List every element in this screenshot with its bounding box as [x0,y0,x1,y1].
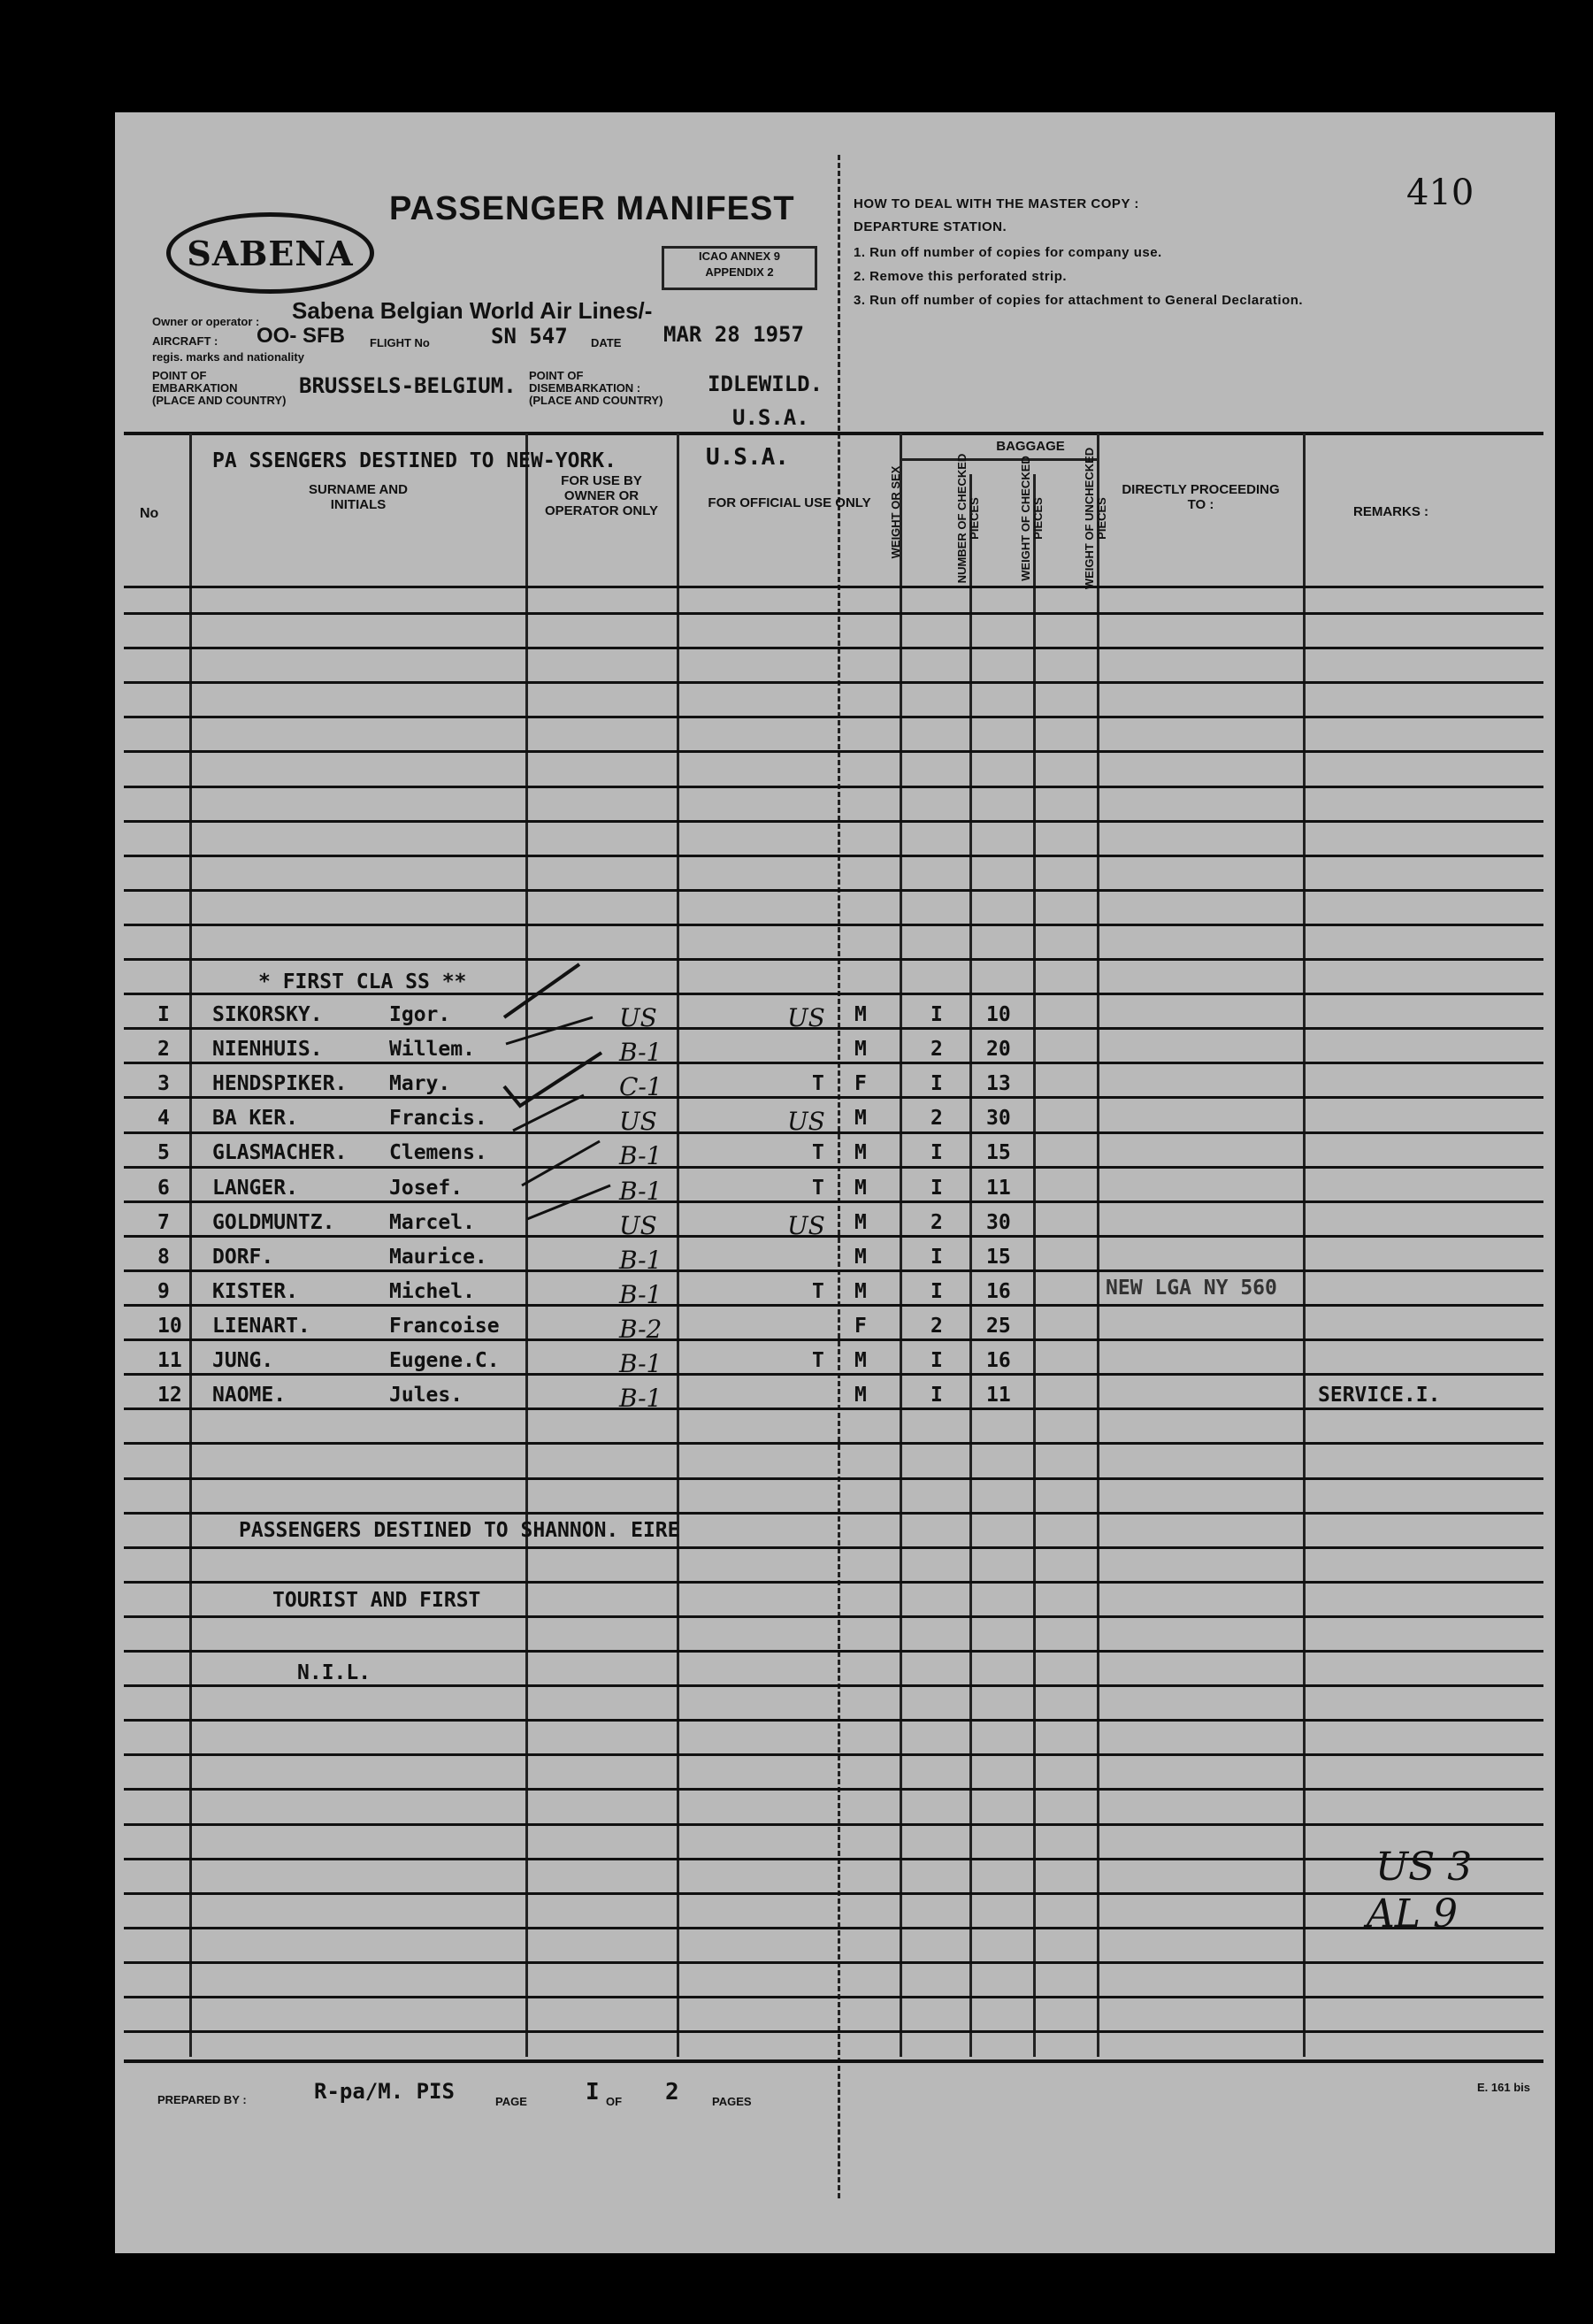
tally-us: US 3 [1375,1845,1473,1890]
passenger-sex: M [854,1211,867,1234]
passenger-pieces: I [931,1384,943,1407]
passenger-pieces: I [931,1072,943,1095]
passenger-surname: SIKORSKY. [212,1003,323,1026]
passenger-sex: M [854,1141,867,1164]
passenger-first-name: Francis. [389,1107,487,1130]
page-value: I [586,2079,600,2105]
instruction-line: DEPARTURE STATION. [854,219,1007,234]
column-divider [900,433,902,2057]
checkmark-icon [522,1141,600,1185]
ruled-line [124,1719,1543,1722]
baggage-divider [902,458,1097,461]
passenger-weight: 15 [986,1141,1011,1164]
passenger-no: 5 [157,1141,170,1164]
passenger-weight: 10 [986,1003,1011,1026]
passenger-surname: GOLDMUNTZ. [212,1211,335,1234]
passenger-first-name: Michel. [389,1280,475,1303]
passenger-surname: BA KER. [212,1107,298,1130]
document-title: PASSENGER MANIFEST [389,190,795,227]
regis-label: regis. marks and nationality [152,350,304,364]
passenger-sex: M [854,1177,867,1200]
passenger-surname: LANGER. [212,1177,298,1200]
ruled-line [124,1373,1543,1376]
passenger-owner-code: B-1 [619,1246,662,1275]
ruled-line [124,1200,1543,1203]
passenger-t-mark: T [812,1141,824,1164]
ruled-line [124,1477,1543,1480]
passenger-no: 12 [157,1384,182,1407]
table-top-border [124,432,1543,435]
ruled-line [124,612,1543,615]
passenger-first-name: Francoise [389,1315,500,1338]
ruled-line [124,1096,1543,1099]
check-marks [495,947,628,1398]
col-remarks: REMARKS : [1353,504,1428,519]
operator-label: Owner or operator : [152,315,260,328]
tally-al: AL 9 [1367,1891,1458,1937]
ruled-line [124,855,1543,857]
sabena-logo: SABENA [166,212,374,294]
embarkation-value: BRUSSELS-BELGIUM. [299,373,517,398]
passenger-no: 11 [157,1349,182,1372]
passenger-no: 3 [157,1072,170,1095]
passenger-owner-code: US [619,1107,657,1136]
ruled-line [124,1027,1543,1030]
icao-stamp: ICAO ANNEX 9 APPENDIX 2 [662,246,817,290]
passenger-first-name: Clemens. [389,1141,487,1164]
passenger-no: 8 [157,1246,170,1269]
of-label: OF [606,2095,623,2108]
aircraft-label: AIRCRAFT : [152,334,218,348]
column-divider [189,433,192,2057]
passenger-owner-code: B-1 [619,1038,662,1067]
passenger-t-mark: T [812,1280,824,1303]
disembarkation-country: U.S.A. [732,405,809,430]
passenger-pieces: 2 [931,1038,943,1061]
ruled-line [124,1581,1543,1584]
col-weight-sex: WEIGHT OR SEX [889,465,902,559]
column-divider [1303,433,1306,2057]
instruction-line: 3. Run off number of copies for attachment to General Declaration. [854,293,1304,308]
passenger-weight: 20 [986,1038,1011,1061]
passenger-no: 6 [157,1177,170,1200]
ruled-line [124,1996,1543,1998]
section-first-class: * FIRST CLA SS ** [258,970,467,993]
passenger-surname: NAOME. [212,1384,287,1407]
ruled-line [124,1442,1543,1445]
col-surname: SURNAME AND INITIALS [309,482,408,512]
column-divider [1097,433,1099,2057]
destination-country: U.S.A. [706,444,789,471]
passenger-first-name: Josef. [389,1177,463,1200]
passenger-official-code: US [787,1003,825,1032]
proceeding-note: NEW LGA NY 560 [1106,1277,1277,1300]
ruled-line [124,924,1543,926]
col-weight-checked: WEIGHT OF CHECKED PIECES [1019,456,1045,581]
passenger-pieces: I [931,1177,943,1200]
ruled-line [124,1407,1543,1410]
passenger-pieces: I [931,1280,943,1303]
passenger-weight: 25 [986,1315,1011,1338]
passenger-no: 2 [157,1038,170,1061]
col-proceeding: DIRECTLY PROCEEDING TO : [1122,482,1280,512]
col-num-checked: NUMBER OF CHECKED PIECES [955,453,981,584]
ruled-line [124,1512,1543,1515]
column-divider [1033,474,1036,2057]
date-value: MAR 28 1957 [663,322,804,347]
passenger-weight: 16 [986,1349,1011,1372]
section-nil: N.I.L. [297,1661,371,1684]
passenger-no: 4 [157,1107,170,1130]
passenger-sex: M [854,1384,867,1407]
form-code: E. 161 bis [1477,2081,1530,2094]
passenger-owner-code: US [619,1003,657,1032]
section-tourist: TOURIST AND FIRST [272,1589,481,1612]
passenger-t-mark: T [812,1072,824,1095]
passenger-weight: 11 [986,1384,1011,1407]
passenger-weight: 15 [986,1246,1011,1269]
ruled-line [124,681,1543,684]
ruled-line [124,1927,1543,1929]
passenger-surname: JUNG. [212,1349,274,1372]
passenger-owner-code: B-1 [619,1349,662,1378]
passenger-no: 7 [157,1211,170,1234]
passenger-pieces: 2 [931,1315,943,1338]
passenger-weight: 30 [986,1107,1011,1130]
passenger-first-name: Eugene.C. [389,1349,500,1372]
passenger-surname: LIENART. [212,1315,310,1338]
passenger-owner-code: B-1 [619,1280,662,1309]
passenger-sex: F [854,1315,867,1338]
ruled-line [124,1961,1543,1964]
passenger-remarks: SERVICE.I. [1318,1384,1441,1407]
passenger-weight: 11 [986,1177,1011,1200]
column-divider [677,433,679,2057]
page-label: PAGE [495,2095,527,2108]
ruled-line [124,1269,1543,1272]
passenger-sex: F [854,1072,867,1095]
col-baggage: BAGGAGE [996,439,1065,454]
passenger-official-code: US [787,1107,825,1136]
column-divider [969,474,972,2057]
ruled-line [124,889,1543,892]
embarkation-label: POINT OF EMBARKATION (PLACE AND COUNTRY) [152,369,287,407]
prepared-label: PREPARED BY : [157,2093,247,2106]
flight-label: FLIGHT No [370,336,430,349]
ruled-line [124,1650,1543,1653]
passenger-weight: 30 [986,1211,1011,1234]
ruled-line [124,1684,1543,1687]
checkmark-icon [527,1185,610,1219]
passenger-surname: DORF. [212,1246,274,1269]
passenger-owner-code: B-1 [619,1141,662,1170]
passenger-t-mark: T [812,1349,824,1372]
passenger-sex: M [854,1349,867,1372]
ruled-line [124,1131,1543,1134]
passenger-no: 9 [157,1280,170,1303]
passenger-first-name: Willem. [389,1038,475,1061]
ruled-line [124,1338,1543,1341]
passenger-official-code: US [787,1211,825,1240]
ruled-line [124,647,1543,649]
ruled-line [124,958,1543,961]
ruled-line [124,1062,1543,1064]
passenger-no: 10 [157,1315,182,1338]
passenger-owner-code: B-1 [619,1384,662,1413]
ruled-line [124,1546,1543,1549]
checkmark-icon [504,1053,601,1106]
ruled-line [124,2030,1543,2033]
passenger-first-name: Igor. [389,1003,451,1026]
passenger-pieces: 2 [931,1211,943,1234]
passenger-surname: NIENHUIS. [212,1038,323,1061]
ruled-line [124,786,1543,788]
passenger-owner-code: B-1 [619,1177,662,1206]
col-weight-unchecked: WEIGHT OF UNCHECKED PIECES [1083,447,1108,590]
passenger-weight: 13 [986,1072,1011,1095]
checkmark-icon [504,964,579,1017]
ruled-line [124,750,1543,753]
operator-value: Sabena Belgian World Air Lines/- [292,297,653,324]
ruled-line [124,1823,1543,1826]
passenger-sex: M [854,1038,867,1061]
ruled-line [124,1304,1543,1307]
passenger-first-name: Jules. [389,1384,463,1407]
ruled-line [124,1615,1543,1618]
passenger-t-mark: T [812,1177,824,1200]
passenger-sex: M [854,1003,867,1026]
ruled-line [124,820,1543,823]
ruled-line [124,1753,1543,1756]
col-no: No [140,506,159,521]
pages-label: PAGES [712,2095,752,2108]
passenger-first-name: Marcel. [389,1211,475,1234]
ruled-line [124,1166,1543,1169]
section-shannon: PASSENGERS DESTINED TO SHANNON. EIRE [239,1519,680,1542]
checkmark-icon [513,1095,584,1131]
passenger-owner-code: US [619,1211,657,1240]
flight-value: SN 547 [491,324,568,349]
ruled-line [124,1858,1543,1860]
passenger-pieces: 2 [931,1107,943,1130]
ruled-line [124,716,1543,718]
ruled-line [124,1788,1543,1791]
passenger-sex: M [854,1107,867,1130]
instruction-line: HOW TO DEAL WITH THE MASTER COPY : [854,196,1139,211]
destination-heading: PA SSENGERS DESTINED TO NEW-YORK. [212,449,617,472]
passenger-owner-code: C-1 [619,1072,662,1101]
passenger-pieces: I [931,1003,943,1026]
col-official: FOR OFFICIAL USE ONLY [708,495,871,510]
passenger-no: I [157,1003,170,1026]
passenger-sex: M [854,1280,867,1303]
date-label: DATE [591,336,622,349]
page-number: 410 [1406,173,1474,213]
instruction-line: 1. Run off number of copies for company use. [854,245,1162,260]
header-bottom-border [124,586,1543,588]
passenger-pieces: I [931,1141,943,1164]
col-owner: FOR USE BY OWNER OR OPERATOR ONLY [544,473,659,518]
instruction-line: 2. Remove this perforated strip. [854,269,1068,284]
ruled-line [124,1892,1543,1895]
passenger-surname: HENDSPIKER. [212,1072,348,1095]
passenger-weight: 16 [986,1280,1011,1303]
passenger-pieces: I [931,1349,943,1372]
passenger-first-name: Mary. [389,1072,451,1095]
of-value: 2 [665,2079,679,2105]
passenger-surname: KISTER. [212,1280,298,1303]
disembarkation-value: IDLEWILD. [708,372,823,396]
disembarkation-label: POINT OF DISEMBARKATION : (PLACE AND COUNTRY) [529,369,663,407]
passenger-owner-code: B-2 [619,1315,662,1344]
table-bottom-border [124,2059,1543,2063]
passenger-surname: GLASMACHER. [212,1141,348,1164]
aircraft-value: OO- SFB [257,324,345,348]
passenger-pieces: I [931,1246,943,1269]
prepared-value: R-pa/M. PIS [314,2079,455,2104]
passenger-first-name: Maurice. [389,1246,487,1269]
passenger-sex: M [854,1246,867,1269]
checkmark-icon [506,1017,593,1044]
ruled-line [124,1235,1543,1238]
